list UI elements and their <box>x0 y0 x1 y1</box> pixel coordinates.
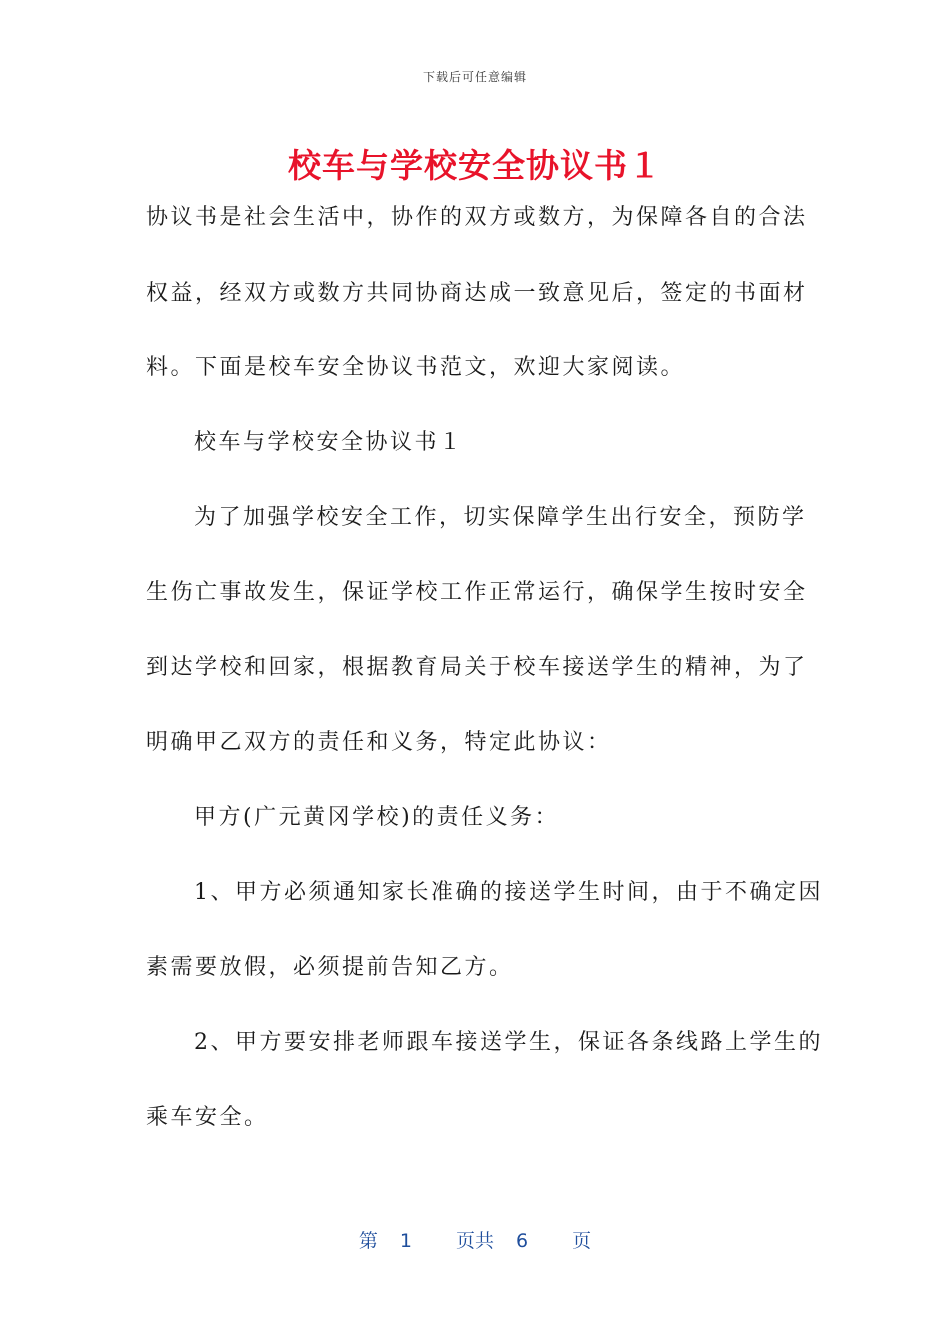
paragraph-line: 素需要放假，必须提前告知乙方。 <box>146 955 514 980</box>
section-heading: 校车与学校安全协议书１ <box>194 430 464 455</box>
page-suffix: 页 <box>572 1230 592 1252</box>
paragraph-line: 生伤亡事故发生，保证学校工作正常运行，确保学生按时安全 <box>146 580 808 605</box>
paragraph-line: 到达学校和回家，根据教育局关于校车接送学生的精神，为了 <box>146 655 808 680</box>
page-footer <box>0 1226 950 1253</box>
page-prefix: 第 <box>358 1230 378 1252</box>
current-page-number: 1 <box>399 1230 412 1252</box>
paragraph-line: 协议书是社会生活中，协作的双方或数方，为保障各自的合法 <box>146 205 808 230</box>
paragraph-line: 为了加强学校安全工作，切实保障学生出行安全，预防学 <box>194 505 807 530</box>
paragraph-line: 2、甲方要安排老师跟车接送学生，保证各条线路上学生的 <box>194 1030 823 1055</box>
paragraph-line: 权益，经双方或数方共同协商达成一致意见后，签定的书面材 <box>146 281 808 306</box>
paragraph-line: 甲方(广元黄冈学校)的责任义务： <box>194 805 560 830</box>
header-note: 下载后可任意编辑 <box>422 70 527 84</box>
page-mid: 页共 <box>455 1230 494 1252</box>
document-title: 校车与学校安全协议书１ <box>288 146 662 185</box>
total-pages-number: 6 <box>516 1230 529 1252</box>
paragraph-line: 1、甲方必须通知家长准确的接送学生时间，由于不确定因 <box>194 880 823 905</box>
paragraph-line: 料。下面是校车安全协议书范文，欢迎大家阅读。 <box>146 355 686 380</box>
paragraph-line: 乘车安全。 <box>146 1105 269 1130</box>
paragraph-line: 明确甲乙双方的责任和义务，特定此协议： <box>146 730 612 755</box>
